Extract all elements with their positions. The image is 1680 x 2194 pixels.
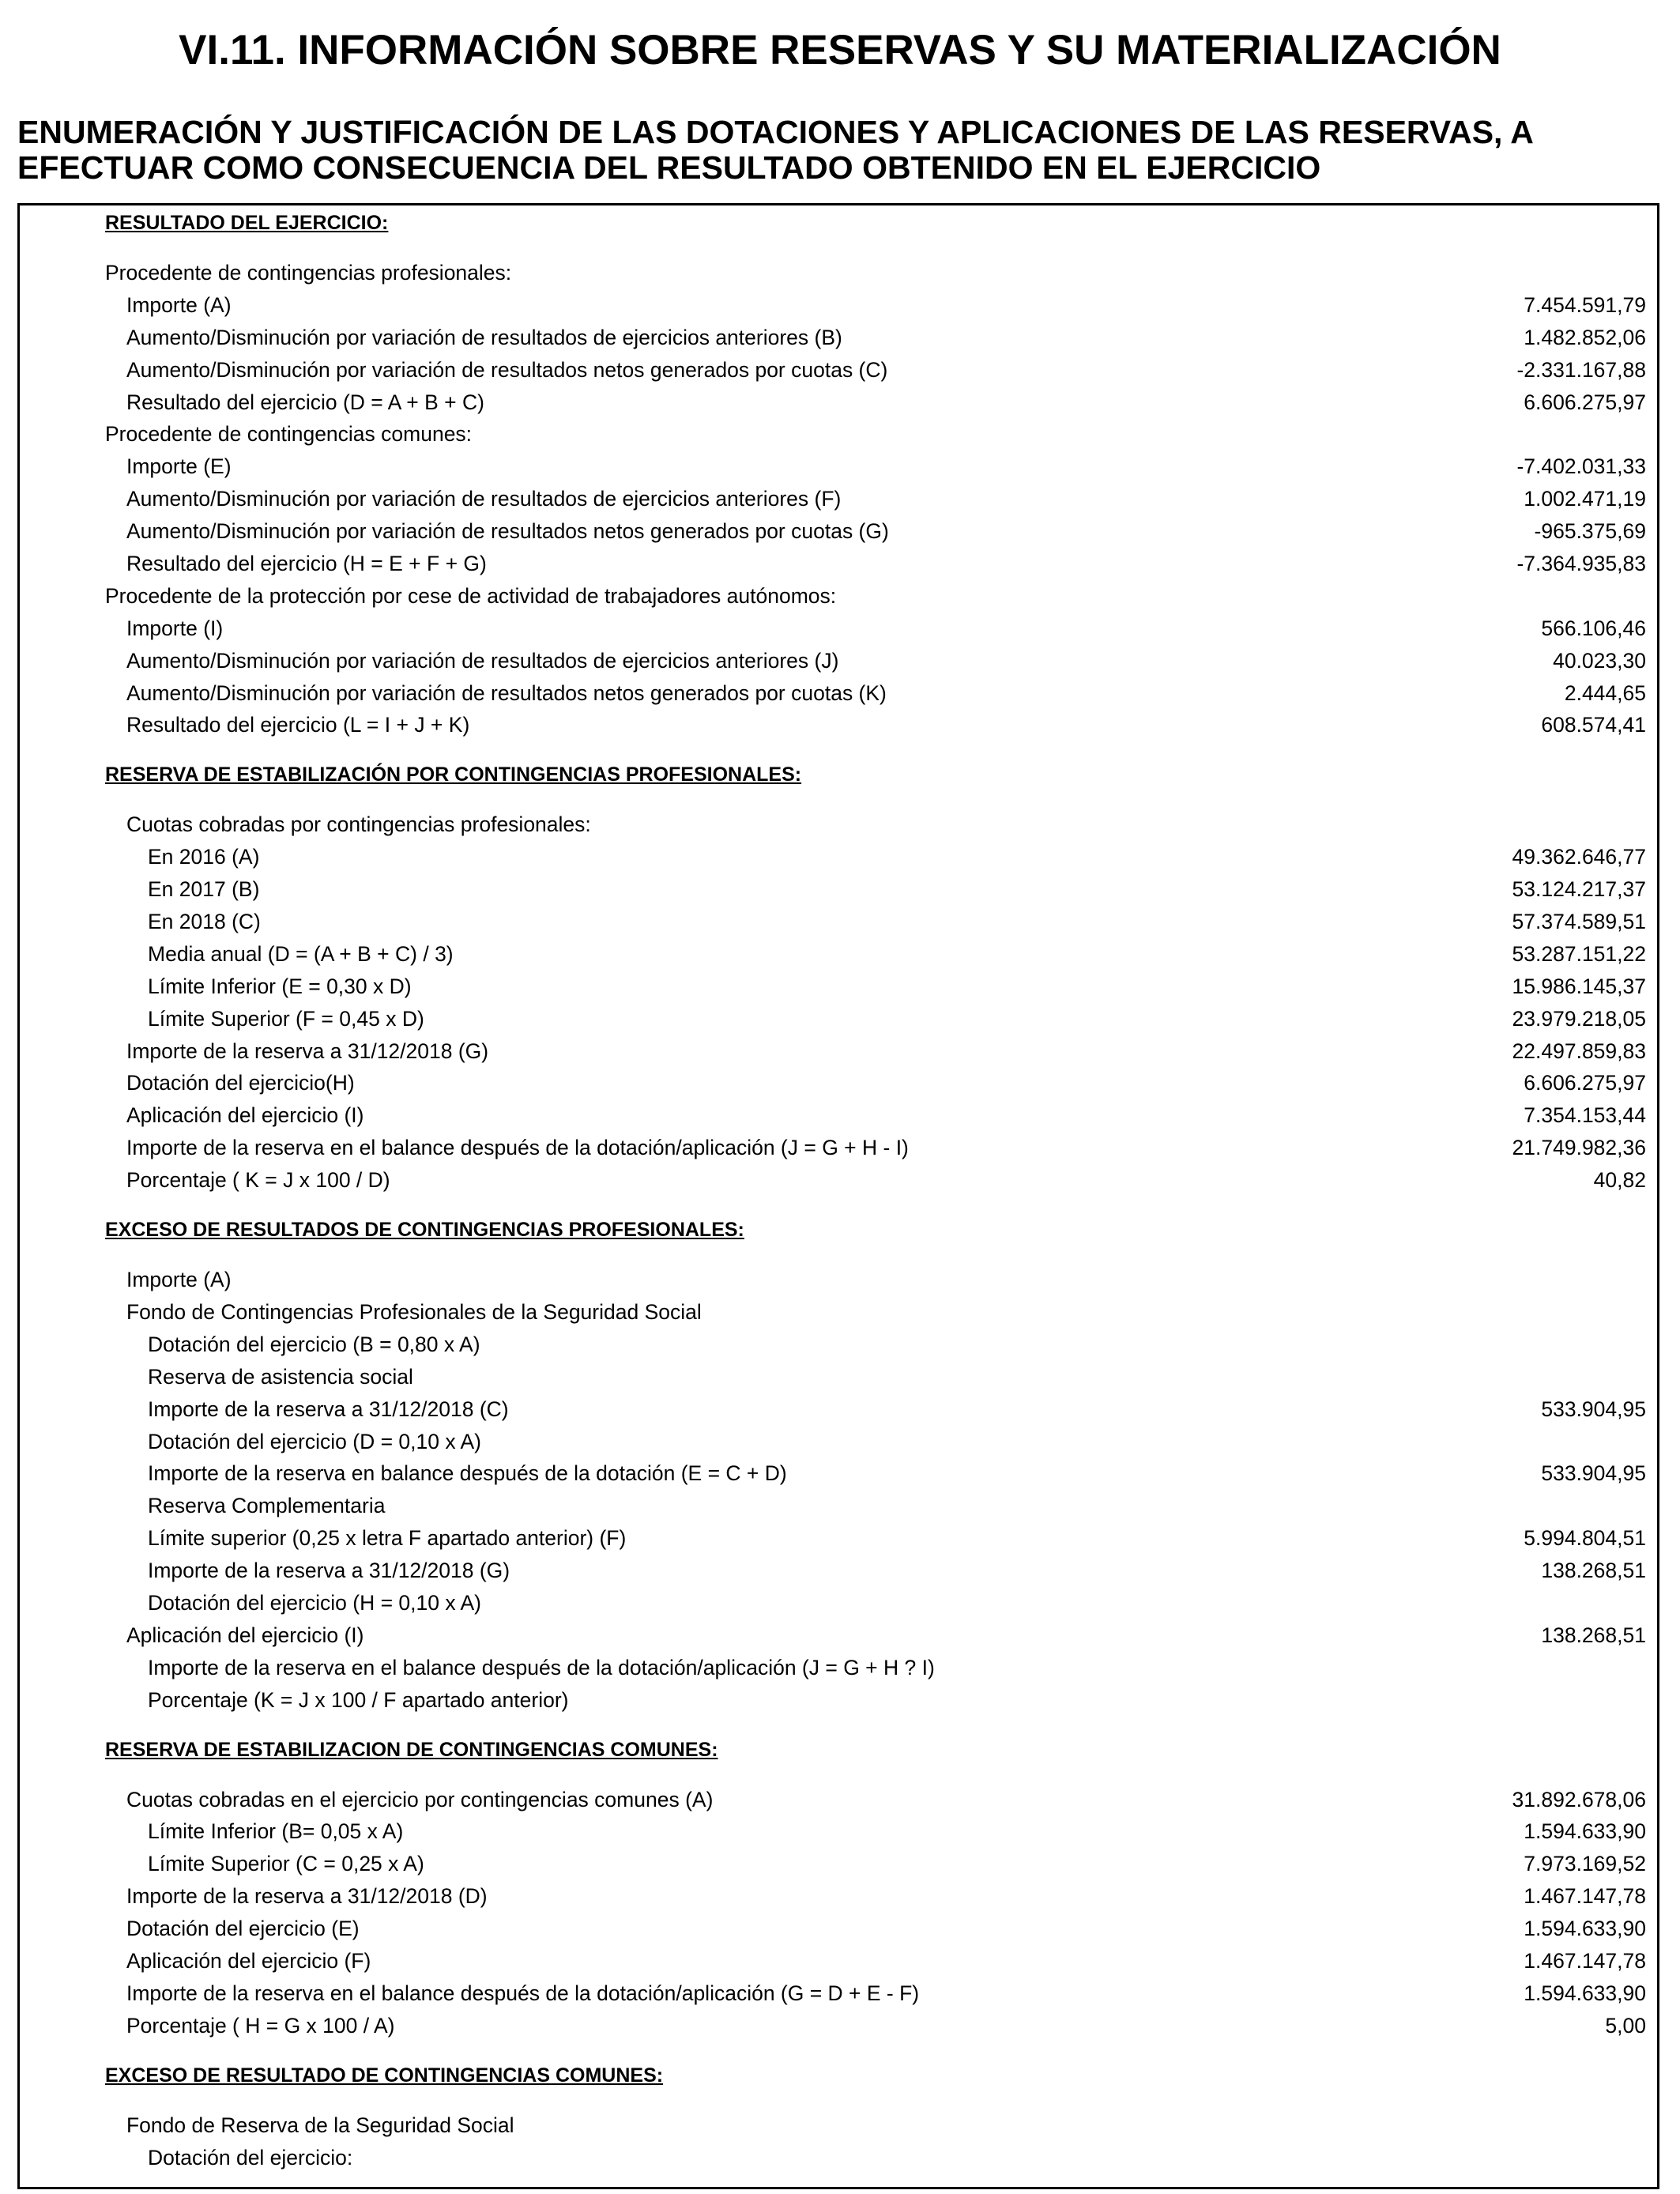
row-label: Importe (E) (126, 454, 232, 478)
table-row (20, 1522, 1646, 1554)
table-row (20, 906, 1646, 937)
table-row (20, 1164, 1646, 1196)
row-label: Límite Superior (C = 0,25 x A) (148, 1852, 424, 1875)
table-row (20, 1977, 1646, 2009)
section-title: RESULTADO DEL EJERCICIO: (105, 212, 389, 234)
row-label: Importe de la reserva a 31/12/2018 (G) (148, 1559, 510, 1582)
row-label: Importe de la reserva en el balance después de la dotación/aplicación (J = G + H ? I) (148, 1656, 935, 1679)
row-value: 566.106,46 (1541, 616, 1646, 640)
row-value: 1.467.147,78 (1524, 1884, 1646, 1908)
subtitle-line-2: EFECTUAR COMO CONSECUENCIA DEL RESULTADO OBTENIDO EN EL EJERCICIO (17, 149, 1321, 186)
section-subtitle (17, 115, 1669, 186)
section-header (20, 1734, 1646, 1766)
table-row (20, 841, 1646, 873)
section-title: EXCESO DE RESULTADO DE CONTINGENCIAS COMUNES: (105, 2064, 664, 2087)
row-value: 1.594.633,90 (1524, 1819, 1646, 1843)
table-row (20, 1457, 1646, 1489)
row-label: Dotación del ejercicio(H) (126, 1071, 355, 1095)
table-row (20, 580, 1646, 612)
row-value: -7.402.031,33 (1516, 454, 1646, 478)
row-value: 40.023,30 (1553, 649, 1646, 673)
row-value: -2.331.167,88 (1516, 358, 1646, 382)
row-value: 53.287.151,22 (1512, 942, 1646, 966)
table-row (20, 873, 1646, 905)
table-row (20, 515, 1646, 547)
row-value: -965.375,69 (1534, 519, 1646, 543)
row-value: 2.444,65 (1564, 681, 1646, 705)
row-label: Dotación del ejercicio (B = 0,80 x A) (148, 1333, 480, 1356)
row-value: 6.606.275,97 (1524, 390, 1646, 414)
row-label: Reserva Complementaria (148, 1494, 386, 1517)
table-row (20, 1329, 1646, 1360)
row-label: En 2016 (A) (148, 845, 260, 869)
row-label: Aplicación del ejercicio (F) (126, 1949, 371, 1973)
table-row (20, 1361, 1646, 1393)
row-label: Importe (I) (126, 616, 224, 640)
row-label: Cuotas cobradas por contingencias profesionales: (126, 812, 591, 836)
section-title: RESERVA DE ESTABILIZACIÓN POR CONTINGENCIAS PROFESIONALES: (105, 763, 802, 786)
row-value: 1.002.471,19 (1524, 487, 1646, 511)
row-label: Límite Superior (F = 0,45 x D) (148, 1007, 424, 1031)
table-row (20, 1490, 1646, 1521)
table-row (20, 354, 1646, 386)
row-value: -7.364.935,83 (1516, 552, 1646, 575)
reserves-table-frame (17, 203, 1659, 2189)
row-value: 23.979.218,05 (1512, 1007, 1646, 1031)
row-value: 5.994.804,51 (1524, 1526, 1646, 1550)
table-row (20, 1132, 1646, 1163)
row-value: 57.374.589,51 (1512, 910, 1646, 933)
table-row (20, 1555, 1646, 1586)
table-row (20, 386, 1646, 418)
table-row (20, 1587, 1646, 1619)
row-label: Porcentaje ( K = J x 100 / D) (126, 1168, 390, 1192)
row-value: 21.749.982,36 (1512, 1136, 1646, 1159)
table-row (20, 1003, 1646, 1035)
section-header (20, 207, 1646, 239)
row-label: Procedente de la protección por cese de actividad de trabajadores autónomos: (105, 584, 837, 608)
table-row (20, 289, 1646, 321)
row-label: Media anual (D = (A + B + C) / 3) (148, 942, 454, 966)
row-label: Importe de la reserva en el balance después de la dotación/aplicación (G = D + E - F) (126, 1981, 920, 2005)
row-value: 138.268,51 (1541, 1623, 1646, 1647)
row-label: En 2018 (C) (148, 910, 261, 933)
table-row (20, 2010, 1646, 2041)
row-label: Aumento/Disminución por variación de resultados netos generados por cuotas (C) (126, 358, 888, 382)
subtitle-line-1: ENUMERACIÓN Y JUSTIFICACIÓN DE LAS DOTACIONES Y APLICACIONES DE LAS RESERVAS, A (17, 114, 1534, 150)
table-row (20, 1684, 1646, 1716)
row-label: En 2017 (B) (148, 877, 260, 901)
row-label: Límite superior (0,25 x letra F apartado anterior) (F) (148, 1526, 627, 1550)
row-label: Resultado del ejercicio (H = E + F + G) (126, 552, 487, 575)
row-value: 1.482.852,06 (1524, 326, 1646, 349)
row-label: Aumento/Disminución por variación de resultados de ejercicios anteriores (J) (126, 649, 839, 673)
table-row (20, 1393, 1646, 1425)
table-row (20, 1784, 1646, 1815)
row-label: Porcentaje ( H = G x 100 / A) (126, 2014, 395, 2038)
table-row (20, 938, 1646, 970)
row-label: Cuotas cobradas en el ejercicio por contingencias comunes (A) (126, 1788, 714, 1811)
table-row (20, 1913, 1646, 1944)
table-row (20, 645, 1646, 677)
row-value: 608.574,41 (1541, 713, 1646, 737)
row-value: 533.904,95 (1541, 1461, 1646, 1485)
table-row (20, 1099, 1646, 1131)
table-row (20, 2109, 1646, 2141)
page-title: VI.11. INFORMACIÓN SOBRE RESERVAS Y SU MATERIALIZACIÓN (179, 27, 1501, 74)
table-row (20, 809, 1646, 840)
row-label: Importe (A) (126, 1268, 232, 1291)
row-value: 7.454.591,79 (1524, 293, 1646, 317)
table-row (20, 257, 1646, 288)
row-label: Resultado del ejercicio (L = I + J + K) (126, 713, 470, 737)
row-label: Importe de la reserva en el balance después de la dotación/aplicación (J = G + H - I) (126, 1136, 909, 1159)
table-row (20, 1652, 1646, 1683)
row-label: Resultado del ejercicio (D = A + B + C) (126, 390, 484, 414)
table-row (20, 1880, 1646, 1912)
table-row (20, 1067, 1646, 1099)
row-value: 40,82 (1593, 1168, 1646, 1192)
section-title: EXCESO DE RESULTADOS DE CONTINGENCIAS PROFESIONALES: (105, 1219, 744, 1241)
table-row (20, 1296, 1646, 1328)
table-row (20, 971, 1646, 1002)
table-row (20, 2142, 1646, 2173)
row-value: 1.467.147,78 (1524, 1949, 1646, 1973)
row-value: 6.606.275,97 (1524, 1071, 1646, 1095)
row-label: Reserva de asistencia social (148, 1365, 413, 1389)
row-label: Aumento/Disminución por variación de resultados de ejercicios anteriores (B) (126, 326, 842, 349)
table-row (20, 1264, 1646, 1295)
row-label: Importe de la reserva a 31/12/2018 (D) (126, 1884, 488, 1908)
row-label: Aplicación del ejercicio (I) (126, 1623, 364, 1647)
row-label: Dotación del ejercicio: (148, 2146, 353, 2169)
row-label: Importe de la reserva a 31/12/2018 (C) (148, 1397, 509, 1421)
table-row (20, 1848, 1646, 1879)
row-label: Porcentaje (K = J x 100 / F apartado anterior) (148, 1688, 569, 1712)
table-row (20, 548, 1646, 579)
row-label: Procedente de contingencias comunes: (105, 422, 473, 446)
row-label: Procedente de contingencias profesionales: (105, 261, 512, 285)
section-header (20, 2060, 1646, 2091)
row-label: Importe (A) (126, 293, 232, 317)
row-label: Fondo de Contingencias Profesionales de la Seguridad Social (126, 1300, 702, 1324)
table-row (20, 322, 1646, 353)
row-value: 53.124.217,37 (1512, 877, 1646, 901)
row-value: 138.268,51 (1541, 1559, 1646, 1582)
row-label: Límite Inferior (E = 0,30 x D) (148, 974, 412, 998)
row-value: 5,00 (1605, 2014, 1646, 2038)
table-row (20, 418, 1646, 450)
row-label: Dotación del ejercicio (D = 0,10 x A) (148, 1430, 481, 1453)
section-header (20, 759, 1646, 790)
row-value: 7.354.153,44 (1524, 1103, 1646, 1127)
table-row (20, 1945, 1646, 1977)
row-value: 1.594.633,90 (1524, 1917, 1646, 1940)
row-label: Límite Inferior (B= 0,05 x A) (148, 1819, 404, 1843)
table-row (20, 1619, 1646, 1651)
row-label: Aplicación del ejercicio (I) (126, 1103, 364, 1127)
row-label: Aumento/Disminución por variación de resultados netos generados por cuotas (K) (126, 681, 887, 705)
row-label: Fondo de Reserva de la Seguridad Social (126, 2113, 514, 2137)
row-value: 31.892.678,06 (1512, 1788, 1646, 1811)
table-row (20, 709, 1646, 741)
section-title: RESERVA DE ESTABILIZACION DE CONTINGENCIAS COMUNES: (105, 1739, 718, 1761)
row-value: 15.986.145,37 (1512, 974, 1646, 998)
row-label: Importe de la reserva a 31/12/2018 (G) (126, 1039, 489, 1063)
row-label: Dotación del ejercicio (H = 0,10 x A) (148, 1591, 481, 1615)
section-header (20, 1214, 1646, 1246)
row-value: 533.904,95 (1541, 1397, 1646, 1421)
row-label: Aumento/Disminución por variación de resultados netos generados por cuotas (G) (126, 519, 889, 543)
table-row (20, 450, 1646, 482)
row-value: 22.497.859,83 (1512, 1039, 1646, 1063)
table-row (20, 483, 1646, 515)
table-row (20, 677, 1646, 709)
table-row (20, 613, 1646, 644)
row-value: 7.973.169,52 (1524, 1852, 1646, 1875)
row-label: Aumento/Disminución por variación de resultados de ejercicios anteriores (F) (126, 487, 842, 511)
table-row (20, 1035, 1646, 1067)
row-label: Importe de la reserva en balance después de la dotación (E = C + D) (148, 1461, 787, 1485)
table-row (20, 1815, 1646, 1847)
row-value: 49.362.646,77 (1512, 845, 1646, 869)
row-value: 1.594.633,90 (1524, 1981, 1646, 2005)
row-label: Dotación del ejercicio (E) (126, 1917, 360, 1940)
table-row (20, 1426, 1646, 1457)
